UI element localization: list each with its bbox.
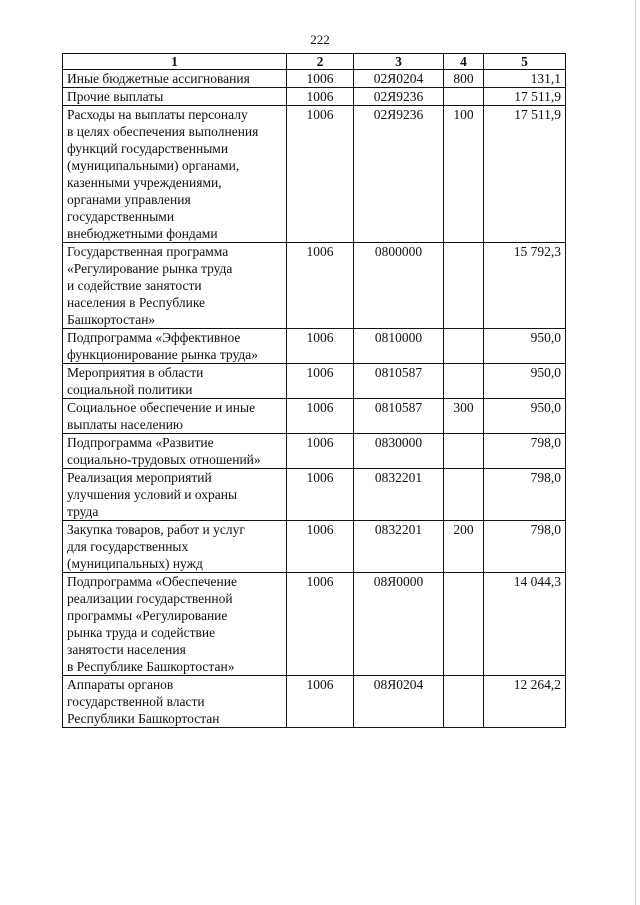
row-name-cell (63, 243, 287, 329)
table-row (63, 243, 566, 329)
row-target-cell: 0830000 (354, 434, 444, 469)
row-name-text: Социальное обеспечение и иные выплаты населению (67, 400, 256, 432)
table-row (63, 469, 566, 521)
row-section-cell: 1006 (287, 88, 354, 106)
row-name-cell (63, 573, 287, 676)
row-name-cell (63, 329, 287, 364)
row-amount-cell: 131,1 (484, 70, 566, 88)
row-section-cell: 1006 (287, 521, 354, 573)
row-name-cell (63, 70, 287, 88)
table-body (63, 70, 566, 728)
table-row (63, 521, 566, 573)
row-amount-cell: 12 264,2 (484, 676, 566, 728)
scan-edge-line (635, 0, 636, 905)
table-row (63, 329, 566, 364)
row-amount-cell: 950,0 (484, 364, 566, 399)
row-type-cell (444, 573, 484, 676)
row-amount-cell: 798,0 (484, 434, 566, 469)
header-col-3: 3 (354, 54, 444, 70)
row-name-cell (63, 88, 287, 106)
row-section-cell: 1006 (287, 106, 354, 243)
row-amount-cell: 17 511,9 (484, 88, 566, 106)
row-section-cell: 1006 (287, 329, 354, 364)
row-section-cell: 1006 (287, 469, 354, 521)
row-type-cell (444, 243, 484, 329)
row-target-cell: 02Я0204 (354, 70, 444, 88)
row-type-cell: 200 (444, 521, 484, 573)
row-target-cell: 0832201 (354, 521, 444, 573)
row-target-cell: 0832201 (354, 469, 444, 521)
row-target-cell: 08Я0000 (354, 573, 444, 676)
row-name-cell (63, 434, 287, 469)
row-amount-cell: 950,0 (484, 329, 566, 364)
row-name-text: Закупка товаров, работ и услуг для государственных (муниципальных) нужд (67, 522, 245, 571)
budget-table (62, 53, 566, 728)
row-section-cell: 1006 (287, 434, 354, 469)
header-col-2: 2 (287, 54, 354, 70)
table-header (63, 54, 566, 70)
row-name-cell (63, 106, 287, 243)
row-section-cell: 1006 (287, 364, 354, 399)
row-section-cell: 1006 (287, 70, 354, 88)
row-type-cell (444, 469, 484, 521)
row-target-cell: 02Я9236 (354, 88, 444, 106)
row-name-text: Государственная программа «Регулирование рынка труда и содействие занятости населения в Республике Башкортостан» (67, 244, 233, 327)
row-name-text: Аппараты органов государственной власти Республики Башкортостан (67, 677, 220, 726)
row-target-cell: 0810587 (354, 364, 444, 399)
row-target-cell: 08Я0204 (354, 676, 444, 728)
row-target-cell: 02Я9236 (354, 106, 444, 243)
row-name-cell (63, 521, 287, 573)
row-name-text: Мероприятия в области социальной политики (67, 365, 204, 397)
row-type-cell: 100 (444, 106, 484, 243)
table-row (63, 434, 566, 469)
header-col-4: 4 (444, 54, 484, 70)
row-type-cell (444, 676, 484, 728)
table-row (63, 88, 566, 106)
row-target-cell: 0810000 (354, 329, 444, 364)
row-name-cell (63, 676, 287, 728)
row-name-text: Подпрограмма «Обеспечение реализации государственной программы «Регулирование рынка труда и содействие занятости населения в Республике Башкортостан» (67, 574, 237, 674)
header-row (63, 54, 566, 70)
row-type-cell: 800 (444, 70, 484, 88)
row-name-text: Реализация мероприятий улучшения условий и охраны труда (67, 470, 238, 519)
header-col-1: 1 (63, 54, 287, 70)
row-target-cell: 0810587 (354, 399, 444, 434)
row-section-cell: 1006 (287, 573, 354, 676)
table-row (63, 399, 566, 434)
row-section-cell: 1006 (287, 399, 354, 434)
row-type-cell (444, 434, 484, 469)
row-type-cell (444, 364, 484, 399)
row-type-cell (444, 329, 484, 364)
page-number: 222 (310, 32, 330, 47)
table-row (63, 676, 566, 728)
row-section-cell: 1006 (287, 243, 354, 329)
row-amount-cell: 14 044,3 (484, 573, 566, 676)
table-row (63, 364, 566, 399)
header-col-5: 5 (484, 54, 566, 70)
row-amount-cell: 798,0 (484, 521, 566, 573)
row-type-cell: 300 (444, 399, 484, 434)
row-name-cell (63, 364, 287, 399)
row-section-cell: 1006 (287, 676, 354, 728)
row-amount-cell: 15 792,3 (484, 243, 566, 329)
row-name-text: Прочие выплаты (67, 89, 164, 104)
table-row (63, 573, 566, 676)
row-name-cell (63, 399, 287, 434)
table-row (63, 70, 566, 88)
row-name-text: Подпрограмма «Развитие социально-трудовых отношений» (67, 435, 261, 467)
row-amount-cell: 17 511,9 (484, 106, 566, 243)
row-amount-cell: 798,0 (484, 469, 566, 521)
row-name-cell (63, 469, 287, 521)
row-type-cell (444, 88, 484, 106)
table-row (63, 106, 566, 243)
row-name-text: Иные бюджетные ассигнования (67, 71, 250, 86)
row-name-text: Подпрограмма «Эффективное функционирование рынка труда» (67, 330, 259, 362)
row-amount-cell: 950,0 (484, 399, 566, 434)
row-name-text: Расходы на выплаты персоналу в целях обеспечения выполнения функций государственными (муниципальными) органами, казенными учреждениями, органами управления государственными внебюджетными фондами (67, 107, 259, 241)
row-target-cell: 0800000 (354, 243, 444, 329)
